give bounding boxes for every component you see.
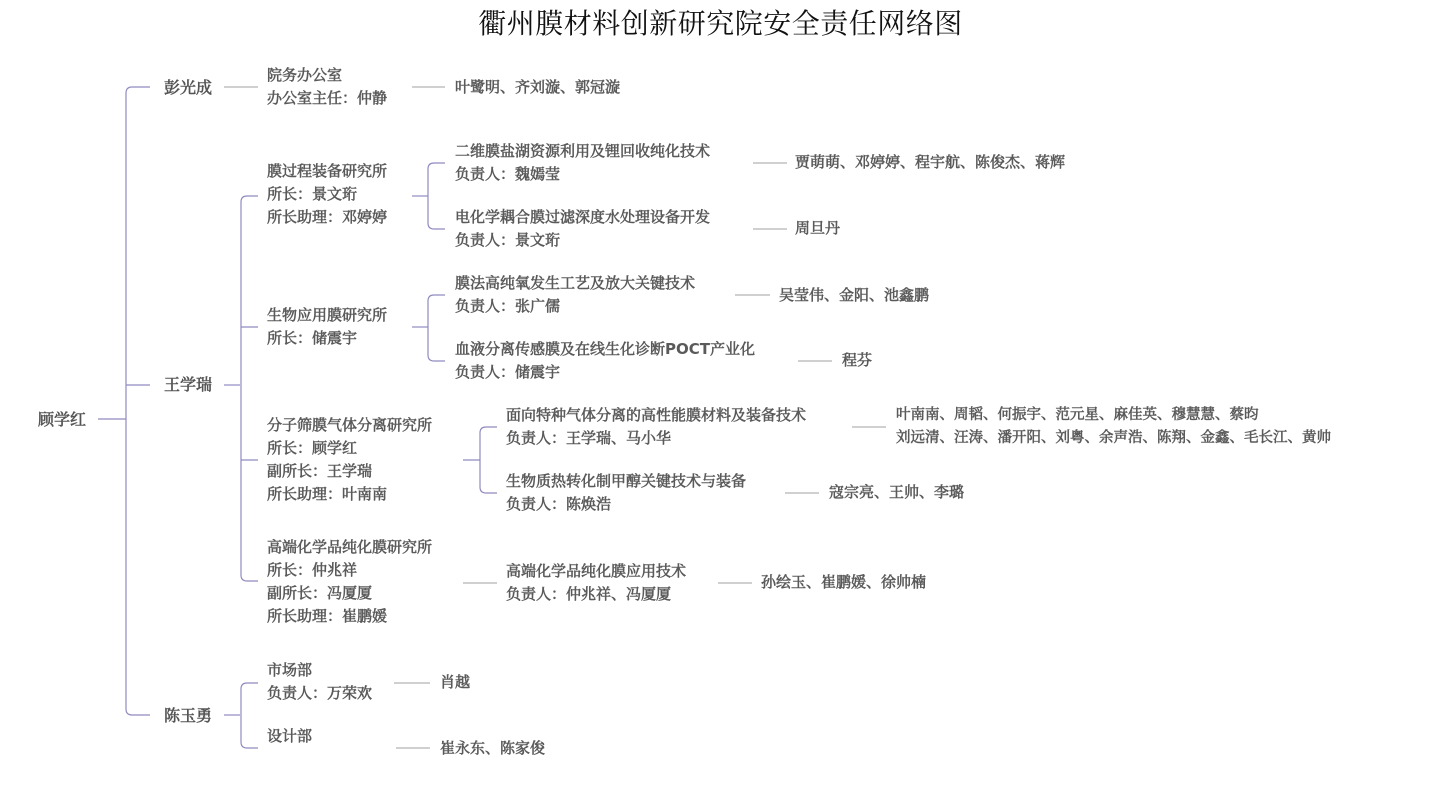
project-line: 负责人：储震宇 [455,363,561,381]
root-label: 顾学红 [38,410,87,429]
market-line: 市场部 [267,661,313,679]
inst3-line: 所长助理：叶南南 [267,485,388,503]
office-line: 院务办公室 [267,66,343,84]
staff-label: 周旦丹 [795,219,841,237]
node-inst3-project2-staff [829,481,964,504]
node-inst2-project1-staff [779,284,929,307]
inst2-line: 生物应用膜研究所 [267,306,388,324]
root-node [38,408,86,431]
level1-bracket [126,87,150,715]
inst3-line: 所长：顾学红 [267,439,358,457]
node-wang [164,373,212,396]
project-line: 负责人：魏嫣莹 [455,165,561,183]
inst2-line: 所长：储震宇 [267,329,358,347]
office-line: 办公室主任：仲静 [267,89,388,107]
node-inst4 [267,536,432,628]
inst1-line: 所长助理：邓婷婷 [267,208,388,226]
project-line: 二维膜盐湖资源利用及锂回收纯化技术 [455,142,711,160]
inst4-line: 高端化学品纯化膜研究所 [267,538,433,556]
design-label: 设计部 [267,727,313,745]
inst4-line: 所长助理：崔鹏媛 [267,607,388,625]
node-inst2-project2 [455,338,755,384]
node-inst1-project2-staff [795,217,840,240]
inst4-line: 副所长：冯厦厦 [267,584,373,602]
node-inst3 [267,414,432,506]
node-peng [164,76,212,99]
project-line: 电化学耦合膜过滤深度水处理设备开发 [455,208,711,226]
node-market [267,659,372,705]
node-design [267,725,312,748]
node-chen [164,704,212,727]
inst3-line: 副所长：王学瑞 [267,462,373,480]
node-inst3-project2 [506,470,746,516]
staff-label: 孙绘玉、崔鹏媛、徐帅楠 [761,573,927,591]
wang-bracket [241,196,258,581]
staff-label: 程芬 [842,351,873,369]
page-title: 衢州膜材料创新研究院安全责任网络图 [478,7,963,40]
inst1-line: 所长：景文珩 [267,185,358,203]
staff-label: 肖越 [440,673,471,691]
node-inst2-project2-staff [842,349,872,372]
project-line: 血液分离传感膜及在线生化诊断POCT产业化 [455,340,755,358]
node-inst3-project1-staff [896,404,1331,450]
node-inst1-project2 [455,206,710,252]
node-peng-label: 彭光成 [164,78,213,97]
node-office-staff [455,76,620,99]
project-line: 负责人：王学瑞、马小华 [506,429,672,447]
node-wang-label: 王学瑞 [164,375,213,394]
project-line: 生物质热转化制甲醇关键技术与装备 [506,472,747,490]
node-inst4-project1-staff [761,571,926,594]
office-staff-label: 叶鹭明、齐刘漩、郭冠漩 [455,78,621,96]
node-design-staff [440,737,545,760]
chen-bracket [241,683,258,748]
node-inst4-project1 [506,560,686,606]
staff-label: 刘远清、汪涛、潘开阳、刘粤、余声浩、陈翔、金鑫、毛长江、黄帅 [896,430,1331,446]
inst1-bracket [428,163,445,229]
project-line: 负责人：陈焕浩 [506,495,612,513]
node-inst1-project1 [455,140,710,186]
node-inst2-project1 [455,272,695,318]
inst4-line: 所长：仲兆祥 [267,561,358,579]
project-line: 负责人：仲兆祥、冯厦厦 [506,585,672,603]
staff-label: 吴莹伟、金阳、池鑫鹏 [779,286,930,304]
staff-label: 贾萌萌、邓婷婷、程宇航、陈俊杰、蒋辉 [795,153,1066,171]
staff-label: 叶南南、周韬、何振宇、范元星、麻佳英、穆慧慧、蔡昀 [896,407,1259,423]
project-line: 膜法高纯氧发生工艺及放大关键技术 [455,274,696,292]
node-inst1-project1-staff [795,151,1065,174]
inst2-bracket [428,295,445,361]
node-inst1 [267,160,387,229]
inst3-line: 分子筛膜气体分离研究所 [267,416,433,434]
node-market-staff [440,671,470,694]
project-line: 面向特种气体分离的高性能膜材料及装备技术 [506,406,807,424]
node-inst3-project1 [506,404,806,450]
node-office [267,64,387,110]
market-line: 负责人：万荣欢 [267,684,373,702]
project-line: 高端化学品纯化膜应用技术 [506,562,687,580]
inst1-line: 膜过程装备研究所 [267,162,388,180]
staff-label: 崔永东、陈家俊 [440,739,546,757]
node-chen-label: 陈玉勇 [164,706,213,725]
staff-label: 寇宗亮、王帅、李璐 [829,483,965,501]
project-line: 负责人：张广儒 [455,297,561,315]
inst3-bracket [480,427,497,493]
project-line: 负责人：景文珩 [455,231,561,249]
node-inst2 [267,304,387,350]
